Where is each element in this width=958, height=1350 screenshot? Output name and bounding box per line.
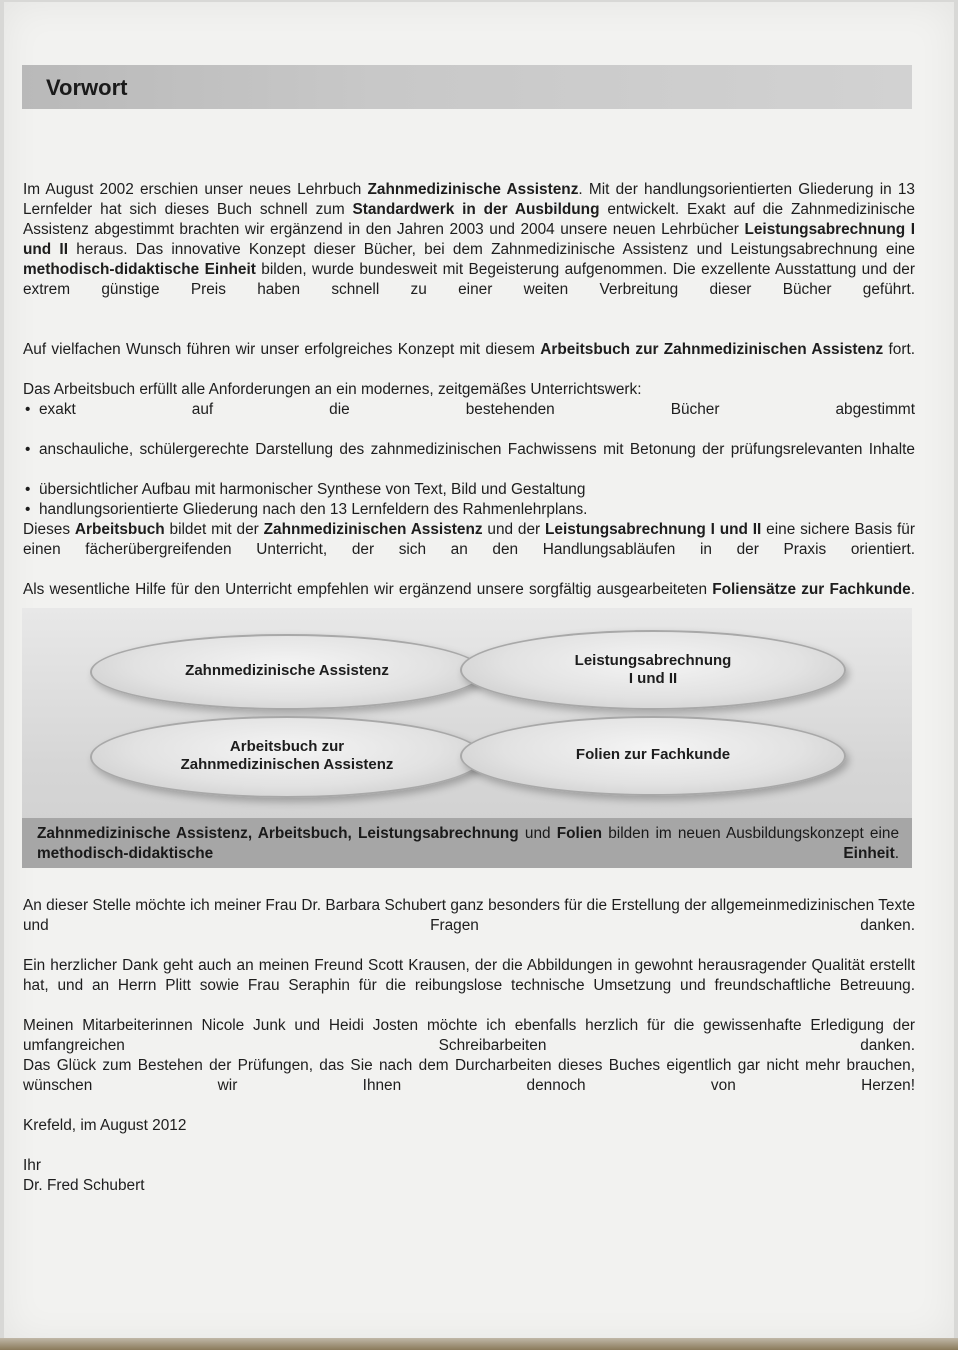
- requirements-intro: Das Arbeitsbuch erfüllt alle Anforderungen an ein modernes, zeitgemäßes Unterrichtswerk:: [23, 381, 642, 398]
- caption-text: Zahnmedizinische Assistenz, Arbeitsbuch, Leistungsabrechnung und Folien bilden im neuen Ausbildungskonzept eine methodisch-didaktische Einheit.: [37, 825, 899, 862]
- ellipse-zahnmedizinische-assistenz: [90, 634, 484, 710]
- ellipse-label: I und II: [628, 670, 678, 687]
- thanks-paragraph: An dieser Stelle möchte ich meiner Frau Dr. Barbara Schubert ganz besonders für die Erstellung der allgemeinmedizinischen Texte und Fragen danken.: [23, 897, 915, 934]
- thanks-paragraph: Ein herzlicher Dank geht auch an meinen Freund Scott Krausen, der die Abbildungen in gewohnt herausragender Qualität erstellt hat, und an Herrn Plitt sowie Frau Seraphin für die reibungslose technische Umsetzung und freundschaftliche Betreuung.: [23, 957, 915, 994]
- thanks-section: [23, 896, 915, 1076]
- ellipse-folien: [460, 716, 846, 796]
- feature-list: [23, 400, 915, 520]
- ellipse-label: Zahnmedizinische Assistenz: [185, 662, 389, 679]
- ellipse-label: Zahnmedizinischen Assistenz: [180, 756, 394, 773]
- ellipse-arbeitsbuch: [90, 716, 484, 798]
- basis-paragraph: Dieses Arbeitsbuch bildet mit der Zahnmedizinischen Assistenz und der Leistungsabrechnung I und II eine sichere Basis für einen fächerübergreifenden Unterricht, der sich an den Handlungsabläufen in der Praxis orientiert.: [23, 521, 915, 558]
- title-bar: [22, 65, 912, 109]
- wishes-paragraph: Das Glück zum Bestehen der Prüfungen, das Sie nach dem Durcharbeiten dieses Buches eigentlich gar nicht mehr brauchen, wünschen wir Ihnen dennoch von Herzen!: [23, 1057, 915, 1094]
- page-title: Vorwort: [46, 75, 128, 100]
- ellipse-label: Folien zur Fachkunde: [575, 746, 731, 763]
- signature-greeting: Ihr: [23, 1157, 41, 1174]
- signature: [23, 1156, 915, 1196]
- page-edge: [0, 1338, 958, 1350]
- thanks-paragraph: Meinen Mitarbeiterinnen Nicole Junk und Heidi Josten möchte ich ebenfalls herzlich für die gewissenhafte Erledigung der umfangreichen Schreibarbeiten danken.: [23, 1017, 915, 1054]
- ellipse-leistungsabrechnung: [460, 630, 846, 710]
- workbook-paragraph: Auf vielfachen Wunsch führen wir unser erfolgreiches Konzept mit diesem Arbeitsbuch zur Zahnmedizinischen Assistenz fort.: [23, 341, 916, 358]
- ellipse-label: Leistungsabrechnung: [574, 652, 732, 669]
- list-item: • übersichtlicher Aufbau mit harmonischer Synthese von Text, Bild und Gestaltung: [23, 480, 915, 500]
- list-item: • handlungsorientierte Gliederung nach den 13 Lernfeldern des Rahmenlehrplans.: [23, 500, 915, 520]
- place-date: Krefeld, im August 2012: [23, 1117, 187, 1134]
- list-item: • anschauliche, schülergerechte Darstellung des zahnmedizinischen Fachwissens mit Betonung der prüfungsrelevanten Inhalte: [23, 440, 915, 480]
- diagram-caption: [22, 818, 912, 868]
- concept-section: [23, 340, 915, 620]
- foils-paragraph: Als wesentliche Hilfe für den Unterricht empfehlen wir ergänzend unsere sorgfältig ausgearbeiteten Foliensätze zur Fachkunde.: [23, 581, 915, 598]
- signature-name: Dr. Fred Schubert: [23, 1177, 145, 1194]
- intro-paragraph: Im August 2002 erschien unser neues Lehrbuch Zahnmedizinische Assistenz. Mit der handlungsorientierten Gliederung in 13 Lernfelder hat sich dieses Buch schnell zum Standardwerk in der Ausbildung entwickelt. Exakt auf die Zahnmedizinische Assistenz abgestimmt brachten wir ergänzend in den Jahren 2003 und 2004 unsere neuen Lehrbücher Leistungsabrechnung I und II heraus. Das innovative Konzept dieser Bücher, bei dem Zahnmedizinische Assistenz und Leistungsabrechnung eine methodisch-didaktische Einheit bilden, wurde bundesweit mit Begeisterung aufgenommen. Die exzellente Ausstattung und der extrem günstige Preis haben schnell zu einer weiten Verbreitung dieser Bücher geführt.: [23, 181, 916, 298]
- list-item: • exakt auf die bestehenden Bücher abgestimmt: [23, 400, 915, 440]
- ellipse-label: Arbeitsbuch zur: [229, 738, 345, 755]
